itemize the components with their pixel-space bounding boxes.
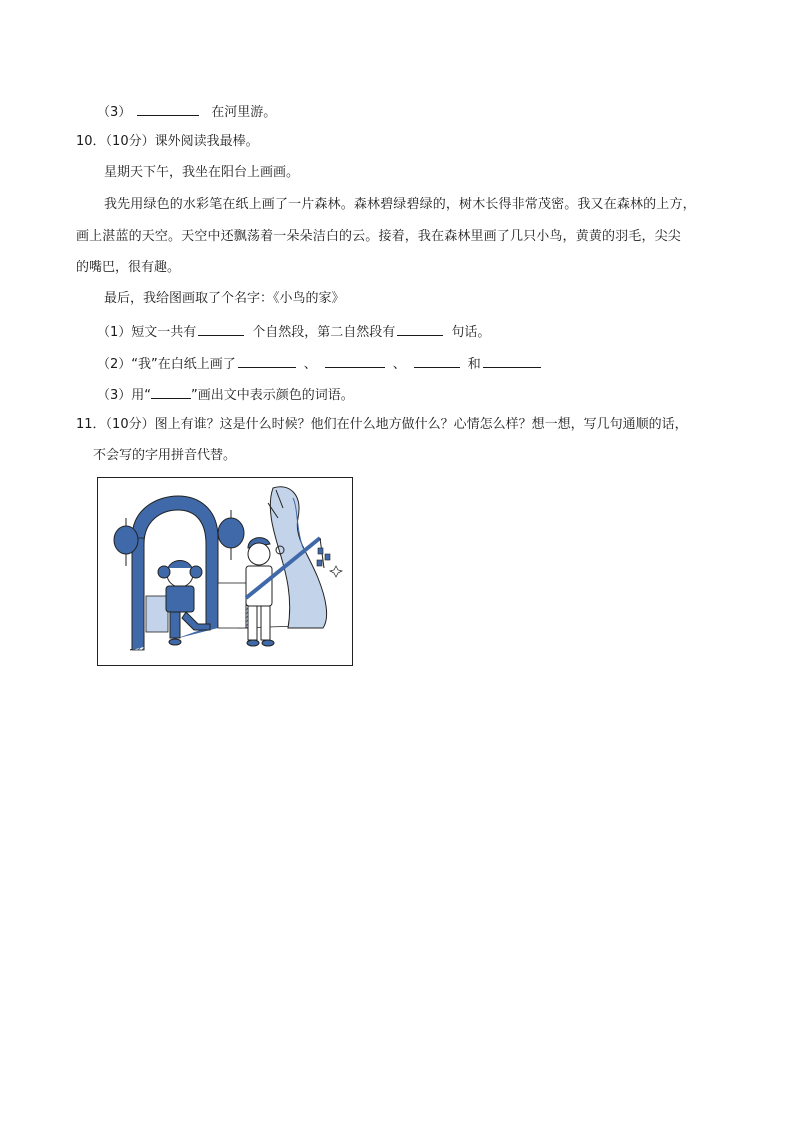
answer-blank[interactable] (238, 353, 296, 368)
item-number: （3） (97, 388, 132, 403)
answer-blank[interactable] (325, 353, 385, 368)
answer-blank[interactable] (414, 353, 460, 368)
question-text: 个自然段，第二自然段有 (252, 325, 396, 340)
question-text: 和 (467, 357, 481, 372)
festival-scene-illustration (98, 478, 352, 665)
passage-paragraph-2-line-2: 画上湛蓝的天空。天空中还飘荡着一朵朵洁白的云。接着，我在森林里画了几只小鸟，黄黄的羽毛，尖尖 (76, 229, 681, 244)
q9-item-3 (97, 101, 276, 123)
item-text: 在河里游。 (211, 105, 277, 120)
firecracker-icon (317, 538, 342, 577)
item-number: （3） (97, 105, 132, 120)
passage-paragraph-2-line-3: 的嘴巴，很有趣。 (76, 260, 181, 275)
separator: 、 (392, 357, 406, 372)
question-text: 句话。 (451, 325, 491, 340)
separator: 、 (303, 357, 317, 372)
item-number: （1） (97, 325, 132, 340)
q11-heading: 11．（10分）图上有谁？这是什么时候？他们在什么地方做什么？心情怎么样？想一想，写几句通顺的话， (76, 417, 688, 432)
sentence-count-blank[interactable] (397, 321, 443, 336)
underline-mark-sample (151, 384, 191, 399)
picture-writing-illustration (97, 477, 353, 666)
right-lantern-icon (218, 510, 244, 560)
item-number: （2） (97, 357, 132, 372)
q10-heading: 10．（10分）课外阅读我最棒。 (76, 134, 259, 149)
q11-heading-continued: 不会写的字用拼音代替。 (93, 448, 237, 463)
paragraph-count-blank[interactable] (198, 321, 244, 336)
question-text: “我”在白纸上画了 (131, 357, 236, 372)
question-text: 短文一共有 (131, 325, 197, 340)
q10-sub-question-3 (97, 384, 354, 406)
answer-blank[interactable] (137, 101, 199, 116)
answer-blank[interactable] (483, 353, 541, 368)
passage-paragraph-3: 最后，我给图画取了个名字：《小鸟的家》 (104, 291, 345, 306)
q10-sub-question-2 (97, 353, 541, 375)
question-text: ”画出文中表示颜色的词语。 (191, 388, 354, 403)
passage-paragraph-2-line-1: 我先用绿色的水彩笔在纸上画了一片森林。森林碧绿碧绿的，树木长得非常茂密。我又在森林的上方， (104, 197, 696, 212)
q10-sub-question-1 (97, 321, 490, 343)
question-text: 用“ (131, 388, 152, 403)
passage-paragraph-1: 星期天下午，我坐在阳台上画画。 (104, 165, 300, 180)
